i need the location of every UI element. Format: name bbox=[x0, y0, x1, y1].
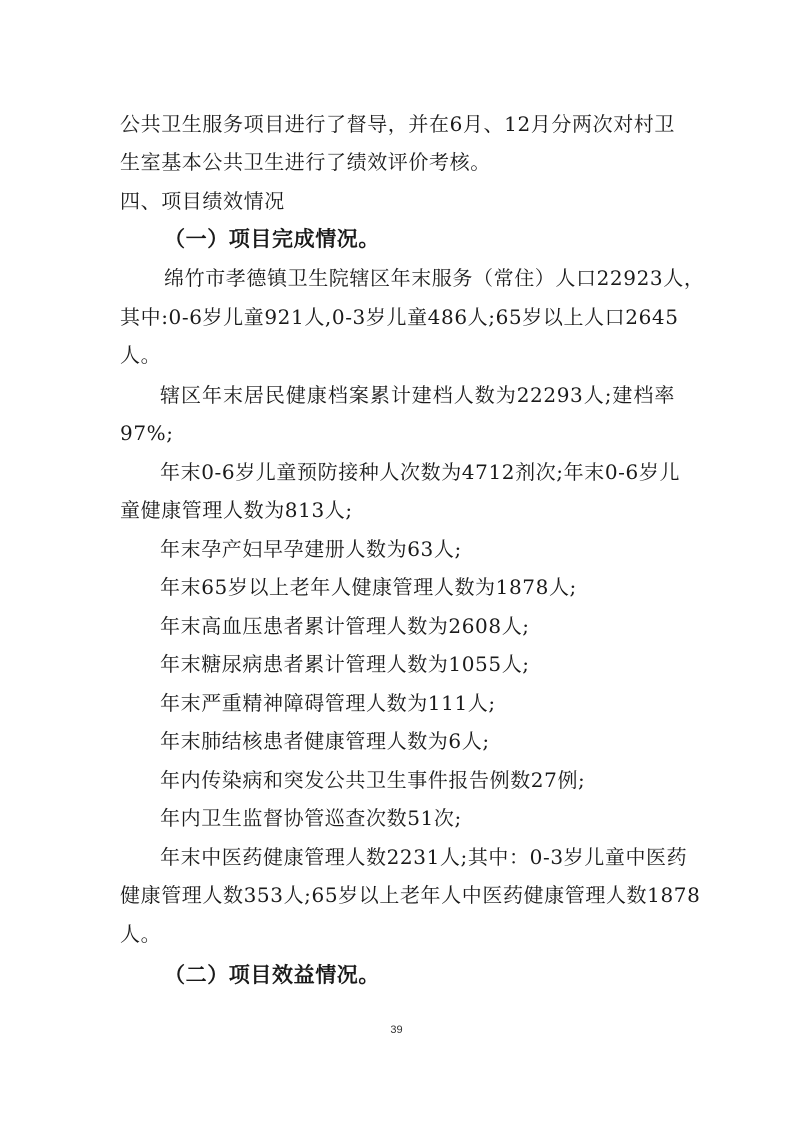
paragraph-line: 年末糖尿病患者累计管理人数为1055人; bbox=[160, 652, 530, 676]
paragraph-line: 97%; bbox=[120, 421, 174, 445]
paragraph-line: 生室基本公共卫生进行了绩效评价考核。 bbox=[120, 150, 491, 174]
section-heading: 四、项目绩效情况 bbox=[120, 189, 285, 213]
paragraph-line: 年内卫生监督协管巡查次数51次; bbox=[160, 806, 462, 830]
paragraph-line: 年末严重精神障碍管理人数为111人; bbox=[160, 691, 496, 715]
paragraph-line: 人。 bbox=[120, 922, 162, 946]
paragraph-line: 其中:0-6岁儿童921人,0-3岁儿童486人;65岁以上人口2645 bbox=[120, 305, 679, 329]
paragraph-line: 年末65岁以上老年人健康管理人数为1878人; bbox=[160, 575, 577, 599]
paragraph-line: 绵竹市孝德镇卫生院辖区年末服务（常住）人口22923人， bbox=[164, 266, 705, 290]
paragraph-line: 年内传染病和突发公共卫生事件报告例数27例; bbox=[160, 768, 586, 792]
paragraph-line: 年末中医药健康管理人数2231人;其中：0-3岁儿童中医药 bbox=[160, 845, 688, 869]
subsection-heading: （一）项目完成情况。 bbox=[164, 227, 380, 251]
paragraph-line: 年末孕产妇早孕建册人数为63人; bbox=[160, 537, 462, 561]
paragraph-line: 童健康管理人数为813人; bbox=[120, 498, 353, 522]
paragraph-line: 公共卫生服务项目进行了督导，并在6月、12月分两次对村卫 bbox=[120, 112, 675, 136]
subsection-heading: （二）项目效益情况。 bbox=[164, 963, 380, 987]
paragraph-line: 年末肺结核患者健康管理人数为6人; bbox=[160, 729, 490, 753]
paragraph-line: 人。 bbox=[120, 343, 162, 367]
paragraph-line: 年末0-6岁儿童预防接种人次数为4712剂次;年末0-6岁儿 bbox=[160, 460, 681, 484]
paragraph-line: 健康管理人数353人;65岁以上老年人中医药健康管理人数1878 bbox=[120, 883, 701, 907]
page-number: 39 bbox=[390, 1024, 403, 1036]
paragraph-line: 辖区年末居民健康档案累计建档人数为22293人;建档率 bbox=[160, 383, 675, 407]
paragraph-line: 年末高血压患者累计管理人数为2608人; bbox=[160, 614, 530, 638]
